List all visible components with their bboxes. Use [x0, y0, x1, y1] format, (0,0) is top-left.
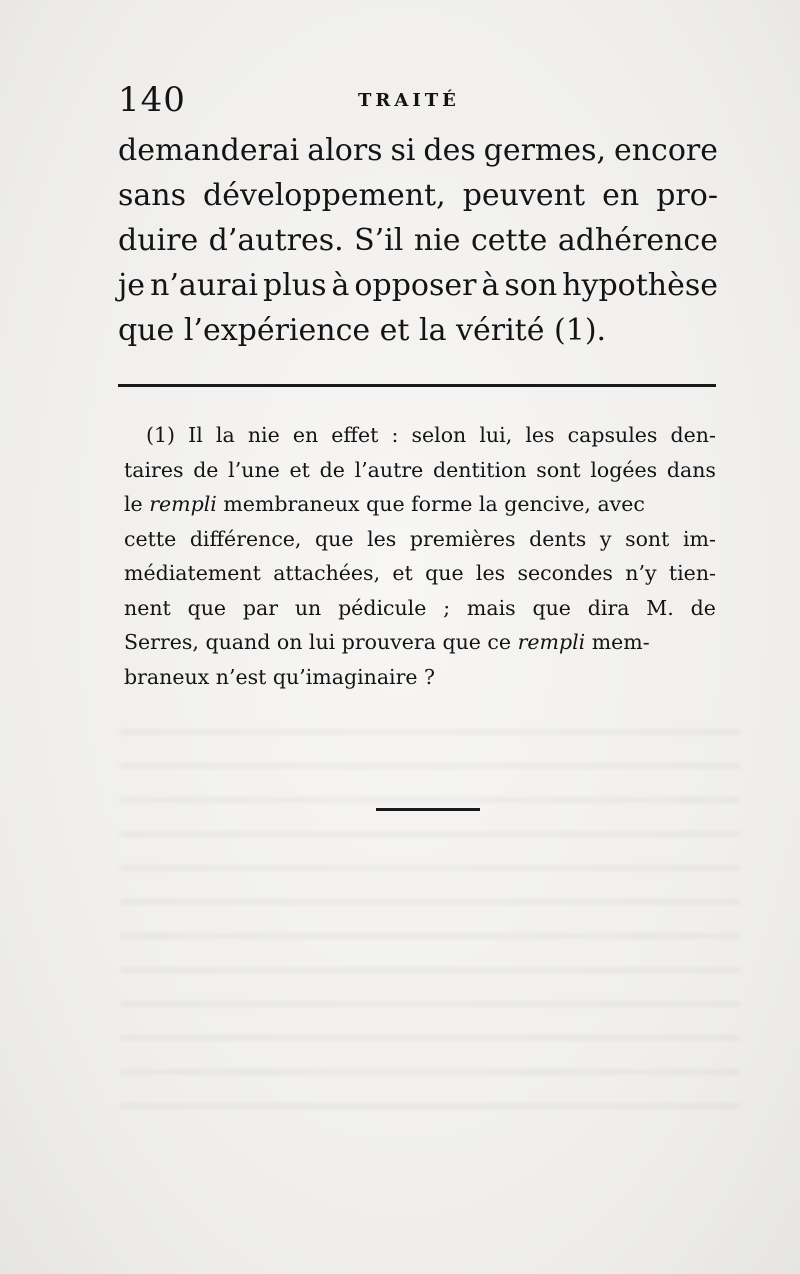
body-line: que l’expérience et la vérité (1).: [118, 313, 607, 348]
footnote: [124, 418, 716, 694]
show-through-bleed: [120, 700, 740, 1120]
body-line: duire d’autres. S’il nie cette adhérence: [118, 223, 718, 258]
footnote-line: braneux n’est qu’imaginaire ?: [124, 664, 436, 689]
body-line: demanderai alors si des germes, encore: [118, 133, 718, 168]
page-number: 140: [118, 80, 186, 120]
body-line: je n’aurai plus à opposer à son hypothèse: [118, 268, 718, 303]
footnote-line: nent que par un pédicule ; mais que dira M. de: [124, 595, 716, 620]
page-header: [118, 80, 718, 124]
footnote-line: (1) Il la nie en effet : selon lui, les capsules den-: [146, 423, 716, 447]
footnote-italic: rempli: [517, 630, 586, 654]
footnote-italic: rempli: [149, 492, 217, 516]
body-text: [118, 128, 718, 353]
running-head: TRAITÉ: [358, 90, 460, 111]
footnote-text: mem-: [585, 630, 650, 654]
footnote-text: le: [124, 492, 150, 516]
footnote-line: médiatement attachées, et que les secondes n’y tien-: [124, 561, 716, 585]
footnote-line: [124, 487, 716, 522]
footnote-separator-rule: [118, 384, 716, 387]
body-line: sans développement, peuvent en pro-: [118, 178, 718, 213]
footnote-line: taires de l’une et de l’autre dentition sont logées dans: [124, 457, 716, 482]
footnote-line: cette différence, que les premières dents y sont im-: [124, 526, 716, 551]
footnote-text: Serres, quand on lui prouvera que ce: [124, 630, 518, 654]
footnote-text: membraneux que forme la gencive, avec: [216, 492, 645, 516]
footnote-line: [124, 625, 716, 660]
end-ornament-rule: [376, 808, 480, 811]
